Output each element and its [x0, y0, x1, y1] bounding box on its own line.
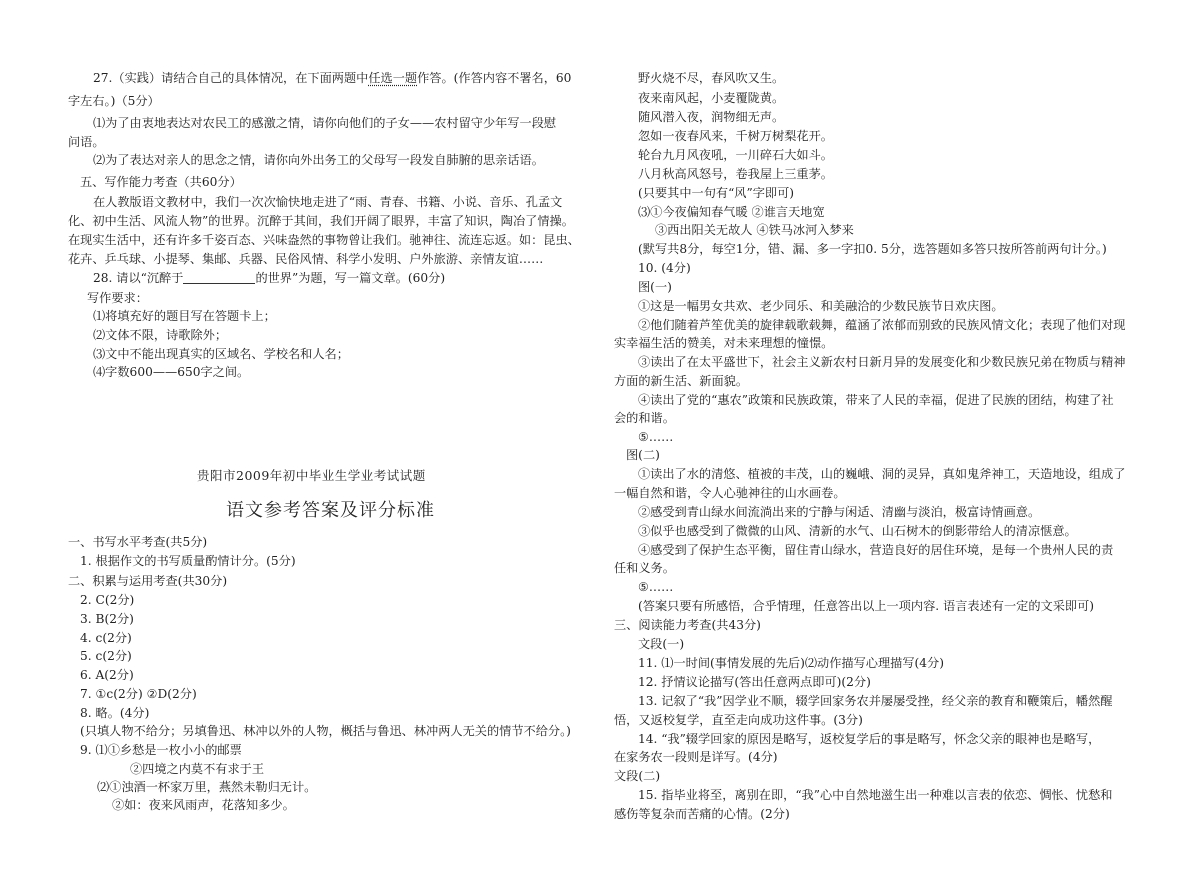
- answer-15: 15. 指毕业将至，离别在即，“我”心中自然地滋生出一种难以言表的依恋、惆怅、忧愁和: [638, 788, 1113, 802]
- requirement-2: ⑵文体不限，诗歌除外；: [93, 328, 228, 342]
- answer-5: 5. c(2分): [80, 649, 132, 663]
- writing-prompt-line-1: 在人教版语文教材中，我们一次次愉快地走进了“雨、青春、书籍、小说、音乐、孔孟文: [93, 195, 563, 209]
- figure-1-point-1: ①这是一幅男女共欢、老少同乐、和美融洽的少数民族节日欢庆图。: [638, 299, 1004, 313]
- answer-9-3b: ③西出阳关无故人 ④铁马冰河入梦来: [655, 223, 854, 237]
- dictation-note: (默写共8分，每空1分，错、漏、多一字扣0. 5分，选答题如多答只按所答前两句计分。): [638, 242, 1107, 256]
- figure-2-point-1: ①读出了水的清悠、植被的丰茂，山的巍峨、洞的灵异，真如鬼斧神工，天造地设，组成了: [638, 467, 1126, 481]
- passage-1-label: 文段(一): [638, 637, 685, 651]
- requirement-1: ⑴将填充好的题目写在答题卡上；: [93, 309, 276, 323]
- poem-line-6: 八月秋高风怒号，卷我屋上三重茅。: [638, 167, 833, 181]
- q27-emphasis: 任选一题: [368, 71, 418, 85]
- figure-2-point-3: ③似乎也感受到了微微的山风、清新的水气、山石树木的倒影带给人的清凉惬意。: [638, 524, 1077, 538]
- poem-line-2: 夜来南风起，小麦覆陇黄。: [638, 91, 785, 105]
- figure-1-point-2: ②他们随着芦笙优美的旋律载歌载舞，蕴涵了浓郁而别致的民族风情文化；表现了他们对现: [638, 318, 1126, 332]
- answer-13: 13. 记叙了“我”因学业不顺，辍学回家务农并屡屡受挫，经父亲的教育和鞭策后，幡然醒: [638, 694, 1113, 708]
- passage-2-label: 文段(二): [614, 769, 661, 783]
- q27-continuation: 字左右。)（5分）: [68, 94, 160, 108]
- answer-9-2a: ⑵①浊酒一杯家万里，燕然未勒归无计。: [97, 780, 317, 794]
- answer-1: 1. 根据作文的书写质量酌情计分。(5分): [80, 554, 296, 568]
- section-3-heading: 三、阅读能力考查(共43分): [614, 618, 761, 632]
- answer-8-note: (只填人物不给分；另填鲁迅、林冲以外的人物，概括与鲁迅、林冲两人无关的情节不给分。): [80, 724, 571, 738]
- requirement-4: ⑷字数600——650字之间。: [93, 365, 250, 379]
- figure-1-point-2-cont: 实幸福生活的赞美，对未来理想的憧憬。: [614, 336, 834, 350]
- figure-2-point-5: ⑤……: [638, 580, 674, 594]
- q27-option-1-cont: 问语。: [68, 135, 105, 149]
- answer-14: 14. “我”辍学回家的原因是略写，返校复学后的事是略写，怀念父亲的眼神也是略写，: [638, 732, 1101, 746]
- figure-2-point-4: ④感受到了保护生态平衡，留住青山绿水，营造良好的居住环境，是每一个贵州人民的责: [638, 543, 1114, 557]
- requirement-3: ⑶文中不能出现真实的区域名、学校名和人名；: [93, 347, 349, 361]
- exam-title: 贵阳市2009年初中毕业生学业考试试题: [197, 468, 426, 483]
- figure-2-point-2: ②感受到青山绿水间流淌出来的宁静与闲适、清幽与淡泊，极富诗情画意。: [638, 505, 1041, 519]
- answer-14-cont: 在家务农一段则是详写。(4分): [614, 750, 778, 764]
- answer-4: 4. c(2分): [80, 631, 132, 645]
- q27-tail: 作答。(作答内容不署名，60: [417, 71, 572, 85]
- figure-1-point-5: ⑤……: [638, 430, 674, 444]
- writing-prompt-line-4: 花卉、乒乓球、小提琴、集邮、兵器、民俗风情、科学小发明、户外旅游、亲情友谊……: [68, 252, 544, 266]
- q27-text: 27.（实践）请结合自己的具体情况，在下面两题中: [93, 71, 369, 85]
- figure-2-label: 图(二): [626, 448, 660, 462]
- question-27: [93, 69, 571, 87]
- section-1-heading: 一、书写水平考查(共5分): [68, 535, 208, 549]
- q27-option-2: ⑵为了表达对亲人的思念之情，请你向外出务工的父母写一段发自肺腑的思亲话语。: [93, 153, 544, 167]
- figure-2-point-1-cont: 一幅自然和谐，令人心驰神往的山水画卷。: [614, 486, 846, 500]
- answer-2: 2. C(2分): [80, 593, 135, 607]
- answer-7: 7. ①c(2分) ②D(2分): [80, 687, 197, 701]
- question-28: [93, 269, 445, 287]
- answer-11: 11. ⑴一时间(事情发展的先后)⑵动作描写心理描写(4分): [638, 656, 944, 670]
- answer-10-note: (答案只要有所感悟，合乎情理，任意答出以上一项内容. 语言表述有一定的文采即可): [638, 599, 1095, 613]
- writing-prompt-line-3: 在现实生活中，还有许多千姿百态、兴味盎然的事物曾让我们。驰神往、流连忘返。如：昆虫、: [68, 233, 580, 247]
- q28-tail: 的世界”为题，写一篇文章。(60分): [255, 271, 446, 285]
- answer-9-2b: ②如：夜来风雨声，花落知多少。: [112, 798, 295, 812]
- fill-in-blank: [183, 271, 255, 284]
- answer-3: 3. B(2分): [80, 612, 134, 626]
- answer-6: 6. A(2分): [80, 668, 134, 682]
- figure-1-label: 图(一): [638, 280, 672, 294]
- poem-line-4: 忽如一夜春风来，千树万树梨花开。: [638, 129, 833, 143]
- section-2-heading: 二、积累与运用考查(共30分): [68, 574, 228, 588]
- poem-line-1: 野火烧不尽，春风吹又生。: [638, 71, 785, 85]
- answer-9-1b: ②四境之内莫不有求于王: [130, 762, 265, 776]
- answer-15-cont: 感伤等复杂而苦痛的心情。(2分): [614, 807, 790, 821]
- poem-line-5: 轮台九月风夜吼，一川碎石大如斗。: [638, 148, 833, 162]
- answer-13-cont: 悟，又返校复学，直至走向成功这件事。(3分): [614, 713, 863, 727]
- answer-9-3a: ⑶①今夜偏知春气暖 ②谁言天地宽: [638, 205, 825, 219]
- figure-1-point-4: ④读出了党的“惠农”政策和民族政策，带来了人民的幸福，促进了民族的团结，构建了社: [638, 393, 1114, 407]
- q27-option-1: ⑴为了由衷地表达对农民工的感激之情，请你向他们的子女——农村留守少年写一段慰: [93, 116, 557, 130]
- answer-9: 9. ⑴①乡愁是一枚小小的邮票: [80, 743, 242, 757]
- answer-12: 12. 抒情议论描写(答出任意两点即可)(2分): [638, 675, 871, 689]
- answer-10: 10. (4分): [638, 261, 691, 275]
- writing-prompt-line-2: 化、初中生活、风流人物”的世界。沉醉于其间，我们开阔了眼界，丰富了知识，陶冶了情操。: [68, 214, 574, 228]
- figure-1-point-3: ③读出了在太平盛世下，社会主义新农村日新月异的发展变化和少数民族兄弟在物质与精神: [638, 355, 1126, 369]
- requirements-heading: 写作要求：: [87, 291, 148, 305]
- answer-key-title: 语文参考答案及评分标准: [226, 500, 435, 521]
- figure-1-point-4-cont: 会的和谐。: [614, 411, 675, 425]
- figure-2-point-4-cont: 任和义务。: [614, 561, 675, 575]
- section-5-heading: 五、写作能力考查（共60分）: [80, 175, 242, 189]
- answer-8: 8. 略。(4分): [80, 706, 150, 720]
- poem-line-3: 随风潜入夜，润物细无声。: [638, 110, 785, 124]
- q28-text: 28. 请以“沉醉于: [93, 271, 184, 285]
- poem-note: (只要其中一句有“风”字即可): [638, 186, 795, 200]
- figure-1-point-3-cont: 方面的新生活、新面貌。: [614, 374, 749, 388]
